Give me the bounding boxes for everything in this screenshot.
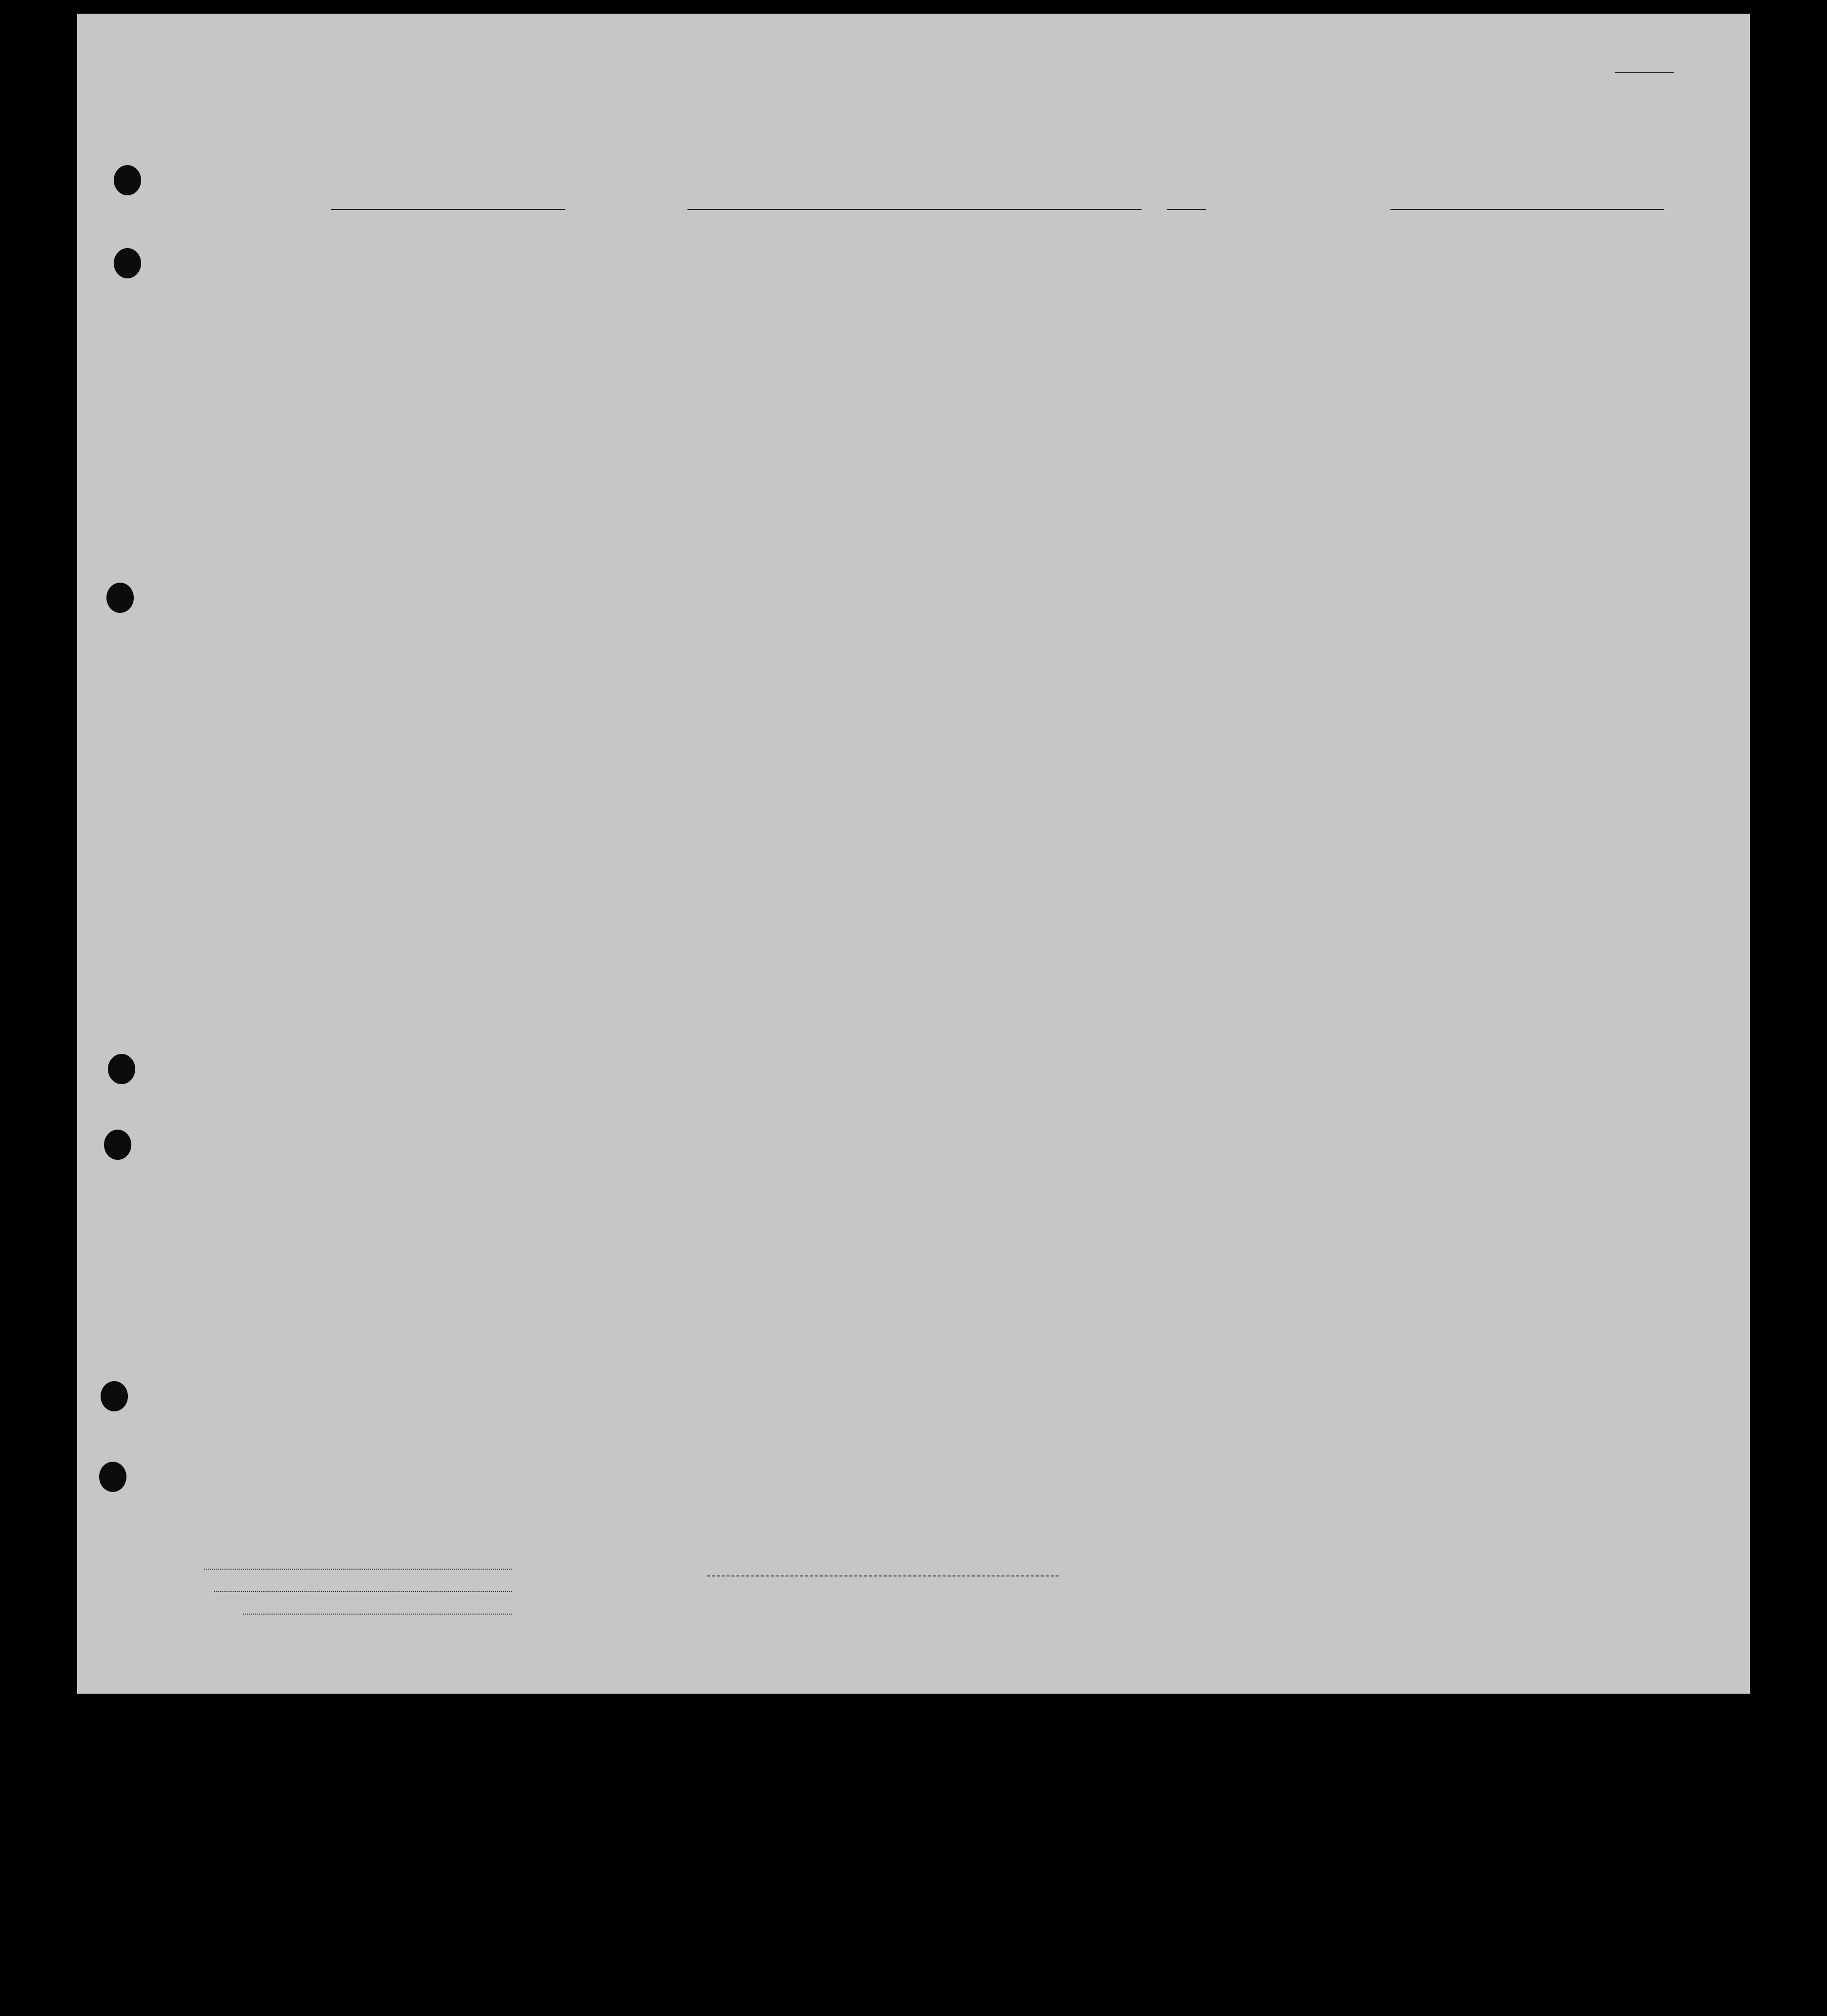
manifest-page: [77, 14, 1750, 1694]
owners-field: [214, 1591, 512, 1592]
table-grid: [77, 14, 1750, 1694]
local-agents-field: [243, 1614, 512, 1615]
line-field: [204, 1569, 512, 1570]
signature-line: [707, 1575, 1059, 1576]
